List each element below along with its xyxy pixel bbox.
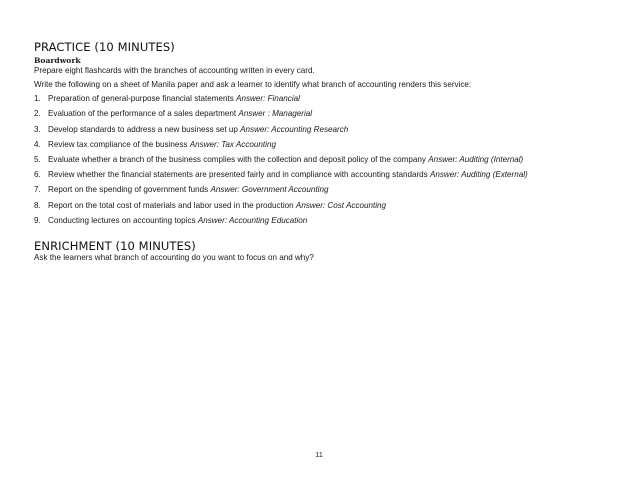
item-number: 5. xyxy=(34,154,41,164)
item-text xyxy=(48,185,328,200)
list-item xyxy=(34,201,624,216)
item-number: 7. xyxy=(34,185,41,195)
enrichment-section xyxy=(34,239,624,264)
item-answer: Answer: Accounting Education xyxy=(197,215,308,225)
item-question: Report on the total cost of materials and labor used in the production xyxy=(48,200,296,210)
item-answer: Answer: Accounting Research xyxy=(240,124,349,134)
item-question: Evaluate whether a branch of the business complies with the collection and deposit policy of the company xyxy=(48,154,429,164)
item-question: Review whether the financial statements are presented fairly and in compliance with accounting standards xyxy=(48,170,430,180)
enrichment-heading: ENRICHMENT (10 MINUTES) xyxy=(34,238,196,253)
list-item xyxy=(34,185,624,200)
practice-heading: PRACTICE (10 MINUTES) xyxy=(34,40,175,54)
enrichment-text: Ask the learners what branch of accounting do you want to focus on and why? xyxy=(34,252,314,262)
item-text xyxy=(48,94,300,109)
item-number: 4. xyxy=(34,139,41,149)
list-item xyxy=(34,109,624,124)
item-text xyxy=(48,109,312,124)
item-text xyxy=(48,155,523,170)
item-text xyxy=(48,201,386,216)
item-answer: Answer: Cost Accounting xyxy=(295,200,387,210)
item-number: 8. xyxy=(34,200,41,210)
item-number: 9. xyxy=(34,215,41,225)
item-question: Preparation of general-purpose financial statements xyxy=(48,94,237,104)
item-question: Develop standards to address a new business set up xyxy=(48,124,241,134)
item-question: Evaluation of the performance of a sales department xyxy=(48,109,239,119)
item-question: Conducting lectures on accounting topics xyxy=(48,215,198,225)
item-answer: Answer: Auditing (Internal) xyxy=(428,154,524,164)
item-answer: Answer: Government Accounting xyxy=(210,185,329,195)
item-answer: Answer : Managerial xyxy=(238,109,313,119)
item-number: 3. xyxy=(34,124,41,134)
item-text xyxy=(48,216,307,231)
practice-item-list xyxy=(34,94,624,231)
item-number: 2. xyxy=(34,109,41,119)
list-item xyxy=(34,155,624,170)
item-question: Report on the spending of government funds xyxy=(48,185,211,195)
item-number: 1. xyxy=(34,94,41,104)
list-item xyxy=(34,125,624,140)
page-content xyxy=(34,40,624,263)
item-question: Review tax compliance of the business xyxy=(48,139,190,149)
item-text xyxy=(48,170,528,185)
item-answer: Answer: Auditing (External) xyxy=(429,170,528,180)
list-item xyxy=(34,170,624,185)
item-number: 6. xyxy=(34,170,41,180)
practice-instruction-2: Write the following on a sheet of Manila paper and ask a learner to identify what branch of accounting renders this service: xyxy=(34,79,472,89)
list-item xyxy=(34,94,624,109)
boardwork-subheading: Boardwork xyxy=(34,56,81,65)
list-item xyxy=(34,140,624,155)
item-text xyxy=(48,125,348,140)
list-item xyxy=(34,216,624,231)
page-number: 11 xyxy=(315,450,323,459)
practice-instruction-1: Prepare eight flashcards with the branches of accounting written in every card. xyxy=(34,66,315,75)
item-answer: Answer: Financial xyxy=(236,94,300,104)
item-answer: Answer: Tax Accounting xyxy=(189,139,276,149)
item-text xyxy=(48,140,276,155)
